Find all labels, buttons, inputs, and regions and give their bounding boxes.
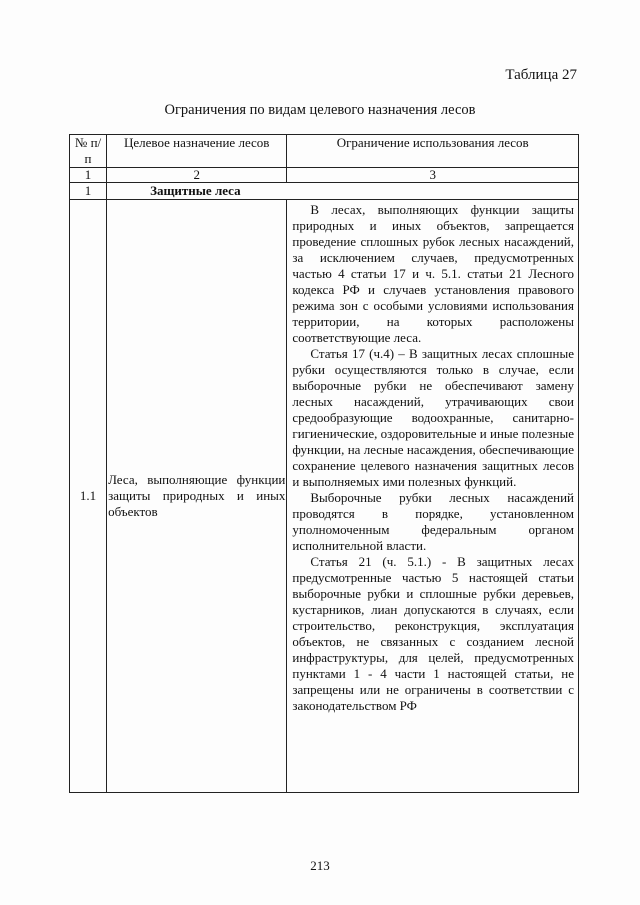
section-number: 1 — [70, 183, 107, 200]
section-row — [70, 183, 579, 200]
column-number-3: 3 — [287, 168, 579, 183]
restriction-paragraph: Выборочные рубки лесных насаждений проводятся в порядке, установленном уполномоченным федеральным органом исполнительной власти. — [292, 490, 574, 553]
row-number: 1.1 — [70, 200, 107, 793]
restrictions-table — [69, 134, 579, 793]
header-restriction: Ограничение использования лесов — [287, 135, 579, 168]
table-row — [70, 200, 579, 793]
column-number-1: 1 — [70, 168, 107, 183]
restriction-paragraph: Статья 17 (ч.4) – В защитных лесах сплошные рубки осуществляются только в случае, если выборочные рубки не обеспечивают замену лесных насаждений, утрачивающих свои средообразующие водоохранные, санитарно-гигиенические, оздоровительные и иные полезные функции, на лесные насаждения, обеспечивающие сохранение целевого назначения защитных лесов и выполняемых ими полезных функций. — [292, 346, 574, 489]
column-number-2: 2 — [107, 168, 287, 183]
row-purpose: Леса, выполняющие функции защиты природных и иных объектов — [107, 200, 287, 793]
column-number-row — [70, 168, 579, 183]
table-header-row — [70, 135, 579, 168]
row-restriction — [287, 200, 579, 793]
header-number: № п/п — [70, 135, 107, 168]
table-label: Таблица 27 — [505, 67, 577, 83]
header-purpose: Целевое назначение лесов — [107, 135, 287, 168]
restriction-paragraph: В лесах, выполняющих функции защиты природных и иных объектов, запрещается проведение сплошных рубок лесных насаждений, за исключением случаев, предусмотренных частью 4 статьи 17 и ч. 5.1. статьи 21 Лесного кодекса РФ и случаев установления правового режима зон с особыми условиями использования территории, на которых расположены соответствующие леса. — [292, 202, 574, 345]
restriction-paragraph: Статья 21 (ч. 5.1.) - В защитных лесах предусмотренные частью 5 настоящей статьи выборочные рубки и сплошные рубки деревьев, кустарников, лиан допускаются в случаях, если строительство, реконструкция, эксплуатация объектов, не связанных с созданием лесной инфраструктуры, для целей, предусмотренных пунктами 1 - 4 части 1 настоящей статьи, не запрещены или не ограничены в соответствии с законодательством РФ — [292, 554, 574, 713]
page-number: 213 — [310, 858, 330, 873]
document-title: Ограничения по видам целевого назначения лесов — [164, 102, 476, 118]
section-title: Защитные леса — [107, 183, 579, 200]
